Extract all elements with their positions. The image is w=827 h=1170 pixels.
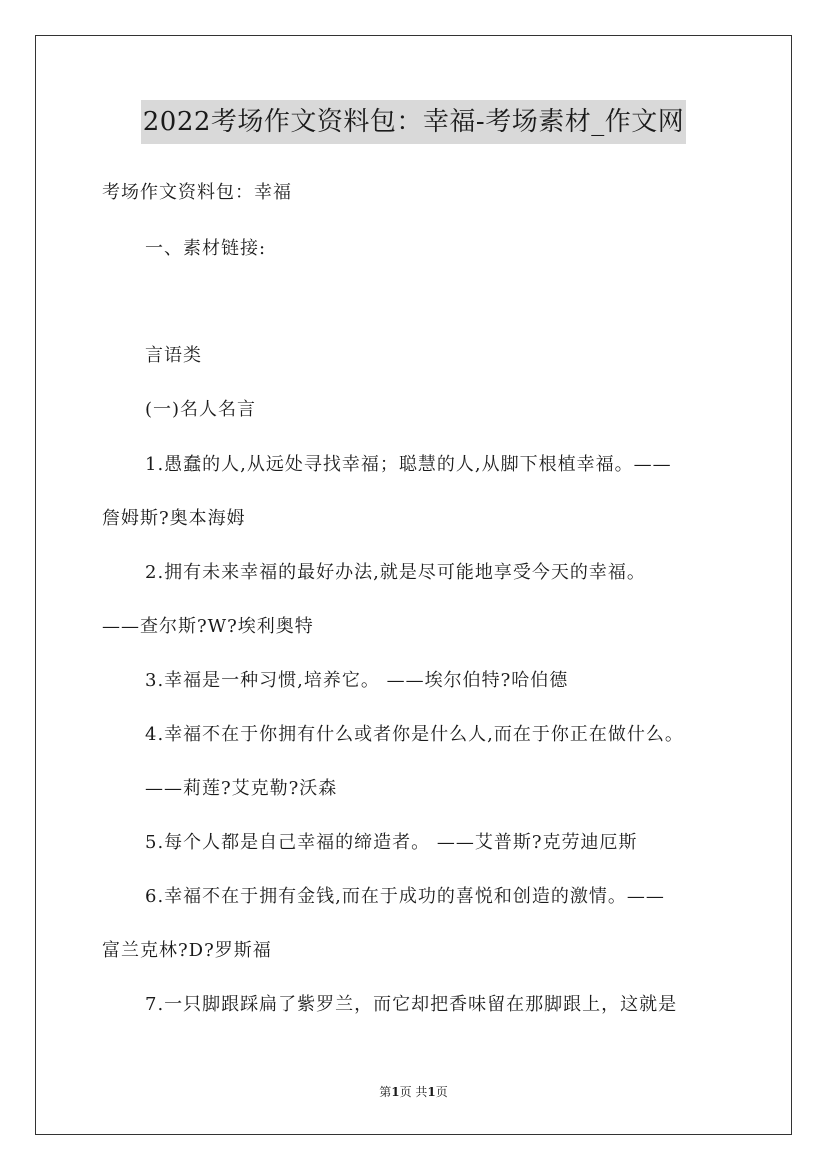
quote-line: 4.幸福不在于你拥有什么或者你是什么人,而在于你正在做什么。	[145, 724, 684, 745]
subsection-heading: (一)名人名言	[145, 399, 257, 420]
quote-line: 1.愚蠢的人,从远处寻找幸福；聪慧的人,从脚下根植幸福。——	[145, 454, 672, 475]
quote-line: 富兰克林?D?罗斯福	[102, 940, 272, 961]
quote-line: 3.幸福是一种习惯,培养它。 ——埃尔伯特?哈伯德	[145, 670, 569, 691]
quote-line: ——莉莲?艾克勒?沃森	[145, 778, 338, 799]
subtitle-line: 考场作文资料包：幸福	[102, 182, 292, 203]
footer-mid: 页 共	[399, 1085, 428, 1099]
category-heading: 言语类	[145, 345, 202, 366]
document-title: 2022考场作文资料包：幸福-考场素材_作文网	[141, 100, 686, 144]
quote-line: 5.每个人都是自己幸福的缔造者。 ——艾普斯?克劳迪厄斯	[145, 832, 638, 853]
section-heading: 一、素材链接:	[145, 238, 267, 259]
footer-prefix: 第	[379, 1085, 392, 1099]
footer-suffix: 页	[435, 1085, 448, 1099]
footer-current-page: 1	[391, 1085, 400, 1099]
quote-line: ——查尔斯?W?埃利奥特	[102, 616, 314, 637]
quote-line: 詹姆斯?奥本海姆	[102, 508, 246, 529]
quote-line: 2.拥有未来幸福的最好办法,就是尽可能地享受今天的幸福。	[145, 562, 646, 583]
quote-line: 7.一只脚跟踩扁了紫罗兰，而它却把香味留在那脚跟上，这就是	[145, 994, 678, 1015]
footer-total-pages: 1	[427, 1085, 436, 1099]
page-footer	[0, 1084, 827, 1100]
quote-line: 6.幸福不在于拥有金钱,而在于成功的喜悦和创造的激情。——	[145, 886, 665, 907]
title-area	[0, 100, 827, 144]
